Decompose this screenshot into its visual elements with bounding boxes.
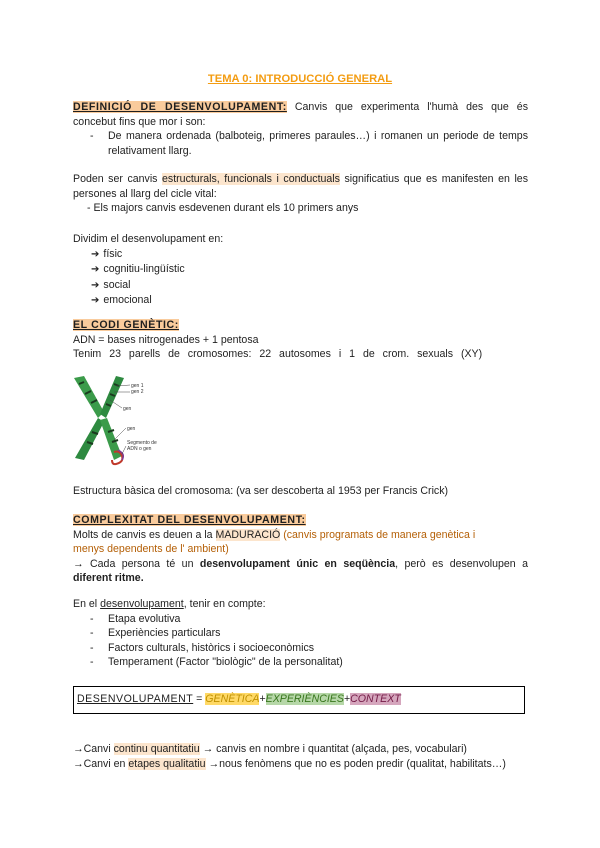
formula-box	[73, 686, 525, 714]
formula-genetics: GENÈTICA	[205, 693, 260, 705]
genetic-code-section	[73, 318, 528, 362]
change-text: →Canvi en	[73, 757, 129, 770]
changes-highlight: estructurals, funcionals i conductuals	[162, 173, 340, 185]
formula-context: CONTEXT	[350, 693, 401, 705]
stage-change-line	[73, 757, 528, 772]
list-item: - Factors culturals, històrics i socioeconòmics	[73, 641, 528, 656]
maturation-paragraph	[73, 528, 493, 557]
change-highlight: etapes qualitatiu	[128, 757, 206, 770]
definition-text: Canvis que experimenta l'humà des que és concebut fins que mor i son:	[73, 101, 528, 128]
maturation-highlight: MADURACIÓ	[215, 528, 281, 541]
list-item	[73, 262, 528, 278]
division-item: cognitiu-lingüístic	[103, 263, 185, 275]
considerations-text: , tenir en compte:	[183, 598, 266, 610]
figure-label: gen	[123, 406, 132, 412]
rhythm-bold: diferent ritme.	[73, 572, 144, 584]
division-item: físic	[103, 247, 123, 260]
considerations-list	[73, 612, 528, 670]
complexity-section	[73, 513, 528, 586]
list-item: - Temperament (Factor "biològic" de la personalitat)	[73, 655, 528, 670]
change-text: →nous fenòmens que no es poden predir (qualitat, habilitats…)	[205, 757, 506, 770]
formula-equals: =	[193, 693, 206, 705]
formula-plus: +	[259, 693, 266, 705]
change-text: → canvis en nombre i quantitat (alçada, pes, vocabulari)	[199, 743, 467, 755]
division-list	[73, 247, 528, 309]
changes-note: - Els majors canvis esdevenen durant els 10 primers anys	[87, 202, 359, 214]
changes-paragraph	[73, 172, 528, 216]
figure-label: gen 2	[131, 389, 144, 395]
genetic-code-heading: EL CODI GENÈTIC:	[73, 319, 179, 331]
rhythm-bold: desenvolupament únic en seqüència	[199, 557, 396, 570]
definition-list	[73, 129, 528, 158]
rhythm-text: → Cada persona té un	[73, 557, 200, 570]
division-item: social	[103, 278, 131, 291]
formula-label: DESENVOLUPAMENT	[77, 693, 194, 705]
complexity-heading: COMPLEXITAT DEL DESENVOLUPAMENT:	[73, 514, 306, 526]
list-item: - Etapa evolutiva	[73, 612, 528, 627]
chromosome-arm	[75, 418, 104, 460]
considerations-intro	[73, 597, 528, 612]
arrow-icon: ➔	[91, 248, 100, 260]
division-intro: Dividim el desenvolupament en:	[73, 233, 224, 245]
considerations-text: En el	[73, 598, 101, 610]
considerations-underline: desenvolupament	[100, 598, 184, 610]
chromosome-arm	[100, 376, 124, 418]
change-types-section	[73, 742, 528, 771]
change-highlight: continu quantitatiu	[113, 743, 200, 755]
chromosome-arm	[100, 418, 122, 460]
formula-plus: +	[343, 693, 351, 705]
change-text: →Canvi	[73, 743, 114, 755]
maturation-note: (canvis programats de manera genètica i menys dependents de l' ambient)	[73, 528, 476, 555]
figure-caption: Estructura bàsica del cromosoma: (va ser descoberta al 1953 per Francis Crick)	[73, 485, 449, 497]
definition-section	[73, 100, 528, 158]
dna-line: ADN = bases nitrogenades + 1 pentosa	[73, 333, 259, 346]
page-title: TEMA 0: INTRODUCCIÓ GENERAL	[207, 73, 393, 85]
figure-label: gen 1	[131, 383, 144, 389]
arrow-icon: ➔	[91, 295, 100, 306]
changes-text-post: significatius que es manifesten en les persones al llarg del cicle vital:	[73, 173, 528, 200]
list-item	[73, 293, 528, 309]
changes-text-pre: Poden ser canvis	[73, 173, 163, 185]
chromosome-line: Tenim 23 parells de cromosomes: 22 autosomes i 1 de crom. sexuals (XY)	[73, 348, 483, 360]
list-item: - Experiències particulars	[73, 626, 528, 641]
rhythm-text: , però es desenvolupen a	[395, 557, 528, 570]
maturation-text: Molts de canvis es deuen a la	[73, 528, 216, 541]
division-item: emocional	[103, 294, 152, 306]
considerations-section	[73, 597, 528, 670]
continuous-change-line	[73, 742, 528, 757]
formula-experiences: EXPERIÈNCIES	[265, 693, 344, 705]
arrow-icon: ➔	[91, 279, 100, 291]
figure-label: ADN o gen	[127, 446, 152, 452]
rhythm-paragraph	[73, 557, 528, 586]
chromosome-figure	[70, 374, 170, 466]
definition-heading: DEFINICIÓ DE DESENVOLUPAMENT:	[73, 101, 287, 113]
chromosome-arm	[74, 376, 104, 418]
figure-label: Segmento de	[127, 440, 157, 446]
figure-label: gen	[127, 426, 136, 432]
list-item	[73, 247, 528, 263]
arrow-icon: ➔	[91, 264, 100, 275]
list-item: - De manera ordenada (balboteig, primeres paraules…) i romanen un periode de temps relativament llarg.	[73, 129, 528, 158]
division-section	[73, 232, 528, 309]
list-item	[73, 278, 528, 294]
